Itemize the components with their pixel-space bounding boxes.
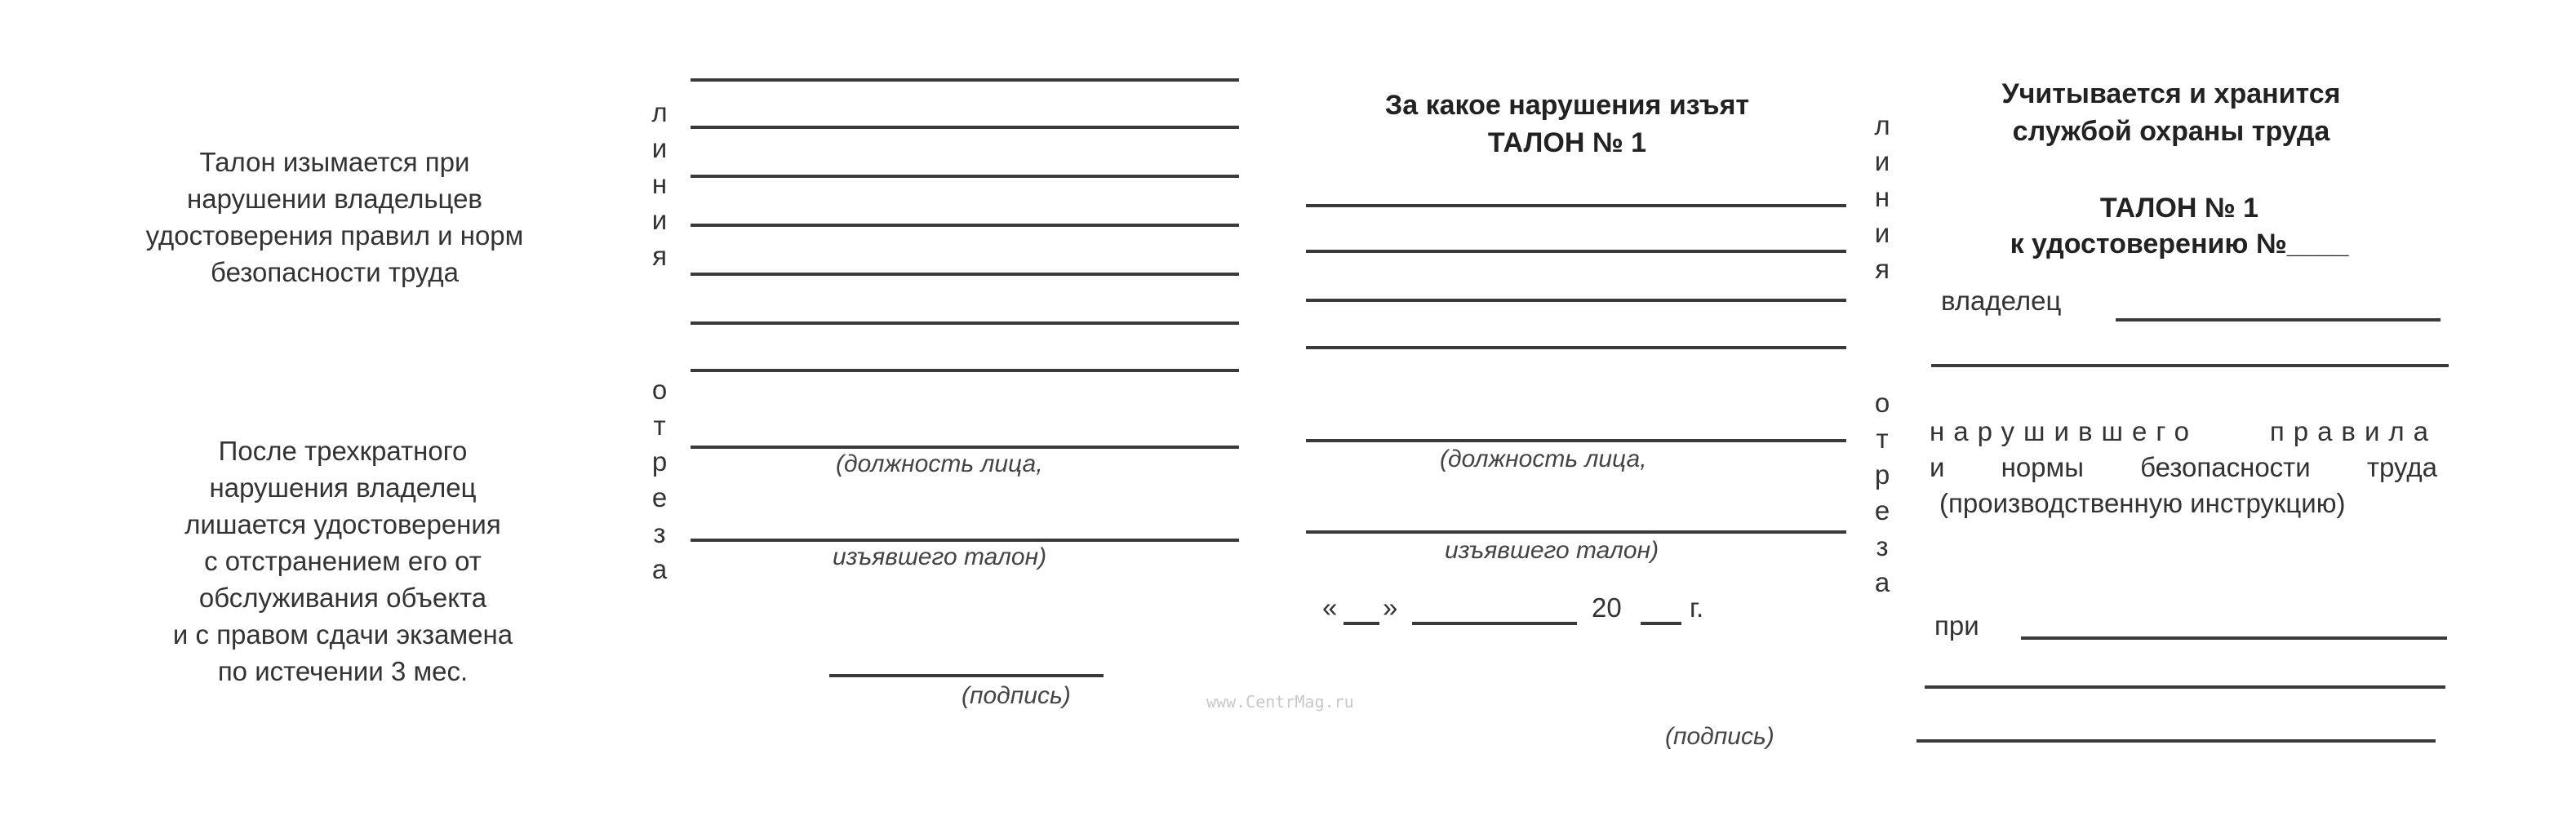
cut-line-letter: о — [651, 375, 668, 405]
cut-line-letter: е — [651, 482, 668, 512]
cut-line-letter: и — [651, 205, 668, 235]
cut-line-letter: е — [1874, 495, 1890, 526]
stub-issuer-caption: изъявшего талон) — [833, 543, 1047, 570]
cut-line-label-top — [643, 95, 676, 274]
cut-line-letter: р — [1874, 459, 1890, 490]
at-line[interactable] — [2021, 636, 2447, 640]
violation-text-line: и нормы безопасности труда — [1930, 452, 2437, 482]
owner-line-2[interactable] — [1931, 364, 2449, 367]
stub-fill-line[interactable] — [691, 224, 1239, 227]
owner-label: владелец — [1941, 286, 2062, 316]
issue-rule-line: нарушении владельцев — [187, 184, 482, 214]
storage-header-line: службой охраны труда — [2012, 116, 2330, 147]
site-watermark: www.CentrMag.ru — [1206, 692, 1354, 712]
cut-line-letter: л — [651, 97, 668, 127]
issue-rule-line: удостоверения правил и норм — [145, 220, 524, 251]
violation-line[interactable] — [1306, 346, 1846, 349]
talon-subtitle: к удостоверению №____ — [2010, 228, 2349, 259]
revocation-rule-line: После трехкратного — [218, 436, 468, 466]
cut-line-letter: я — [652, 241, 667, 271]
cut-line-letter: р — [651, 446, 668, 477]
date-year-suffix: г. — [1690, 592, 1704, 623]
violation-line[interactable] — [1306, 204, 1846, 207]
cut-line-letter: з — [653, 518, 666, 548]
cut-line-letter: и — [1874, 218, 1890, 248]
cut-line-letter: т — [1876, 424, 1889, 454]
position-line[interactable] — [1306, 439, 1846, 442]
issue-rule-line: Талон изымается при — [199, 147, 470, 177]
storage-header-line: Учитывается и хранится — [2001, 78, 2341, 109]
cut-line-letter: т — [653, 410, 666, 441]
issuer-line[interactable] — [1306, 530, 1846, 534]
cut-line-letter: н — [651, 169, 668, 199]
signature-caption: (подпись) — [1665, 723, 1774, 750]
cut-line-letter: л — [1874, 110, 1890, 140]
cut-line-letter: и — [1874, 146, 1890, 176]
date-day-line[interactable] — [1344, 622, 1379, 625]
stub-fill-line[interactable] — [691, 322, 1239, 325]
revocation-rule-line: лишается удостоверения — [184, 509, 501, 539]
stub-signature-caption: (подпись) — [962, 682, 1071, 709]
position-caption: (должность лица, — [1440, 446, 1647, 472]
cut-line-letter: а — [1874, 567, 1890, 597]
stub-position-line[interactable] — [691, 446, 1239, 449]
date-year-line[interactable] — [1641, 622, 1681, 625]
revocation-rule-line: по истечении 3 мес. — [217, 656, 469, 686]
revocation-rule-line: нарушения владелец — [209, 472, 477, 503]
revocation-rule-line: обслуживания объекта — [198, 583, 487, 613]
issue-rule-line: безопасности труда — [211, 257, 459, 287]
stub-fill-line[interactable] — [691, 78, 1239, 82]
cut-line-letter: н — [1874, 182, 1890, 212]
issue-rule-paragraph — [82, 144, 588, 290]
cut-line-label-bottom — [1866, 385, 1899, 601]
talon-title: ТАЛОН № 1 — [2099, 193, 2259, 224]
cut-line-label-bottom — [643, 372, 676, 588]
stub-position-caption: (должность лица, — [836, 450, 1043, 477]
at-label: при — [1934, 610, 1979, 641]
storage-header — [1934, 75, 2408, 150]
revocation-rule-line: с отстранением его от — [204, 546, 482, 576]
stub-fill-line[interactable] — [691, 369, 1239, 372]
stub-fill-line[interactable] — [691, 175, 1239, 178]
cut-line-letter: а — [651, 554, 668, 584]
revocation-rule-paragraph — [106, 432, 580, 690]
violation-line[interactable] — [1306, 250, 1846, 253]
stub-issuer-line[interactable] — [691, 539, 1239, 542]
date-year-prefix: 20 — [1592, 592, 1622, 623]
middle-title-line: За какое нарушения изъят — [1384, 90, 1750, 121]
violation-line[interactable] — [1306, 299, 1846, 302]
middle-title — [1322, 86, 1812, 162]
date-close-quote: » — [1383, 592, 1398, 623]
revocation-rule-line: и с правом сдачи экзамена — [172, 619, 513, 650]
issuer-caption: изъявшего талон) — [1445, 537, 1659, 564]
cut-line-label-top — [1866, 108, 1899, 287]
at-line-3[interactable] — [1916, 739, 2436, 743]
stub-fill-line[interactable] — [691, 273, 1239, 276]
middle-title-number: ТАЛОН № 1 — [1487, 127, 1647, 158]
cut-line-letter: и — [651, 133, 668, 163]
stub-signature-line[interactable] — [829, 674, 1104, 677]
date-month-line[interactable] — [1412, 622, 1577, 625]
at-line-2[interactable] — [1925, 685, 2445, 689]
cut-line-letter: о — [1874, 388, 1890, 418]
owner-line[interactable] — [2116, 318, 2441, 322]
cut-line-letter: з — [1876, 531, 1889, 561]
stub-fill-line[interactable] — [691, 126, 1239, 129]
violation-text-line: нарушившего правила — [1930, 416, 2437, 446]
cut-line-letter: я — [1875, 254, 1890, 284]
violation-text-line: (производственную инструкцию) — [1939, 488, 2346, 518]
date-open-quote: « — [1322, 592, 1338, 623]
